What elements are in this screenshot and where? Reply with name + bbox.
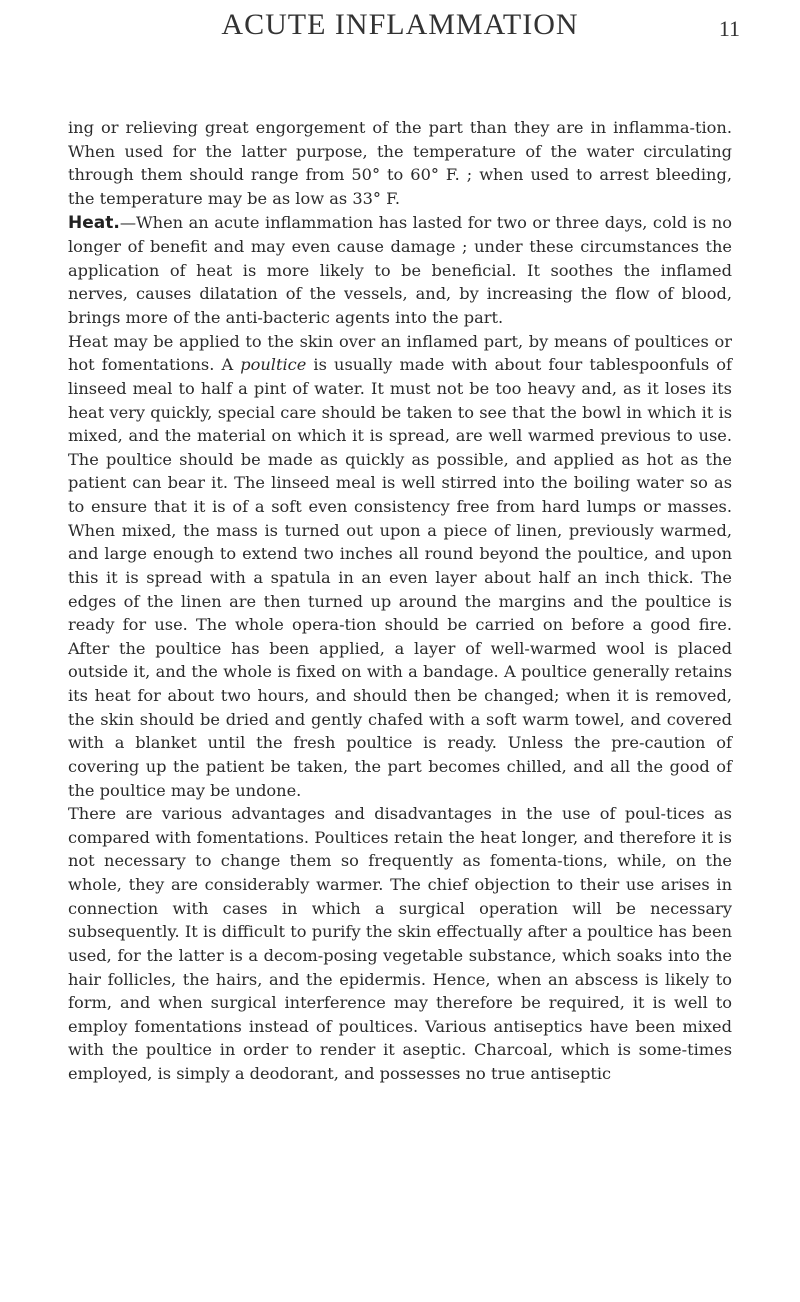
running-head: [0, 0, 800, 60]
paragraph-poultice: [68, 330, 732, 803]
running-title: ACUTE INFLAMMATION: [221, 8, 579, 41]
section-heading-heat: Heat.: [68, 212, 120, 233]
paragraph-heat-text: —When an acute inflammation has lasted for two or three days, cold is no longer of benefit and may even cause damage ; under these circumstances the application of heat is more likely to be beneficial. It soothes the inflamed nerves, causes dilatation of the vessels, and, by increasing the flow of blood, brings more of the anti-bacteric agents into the part.: [68, 212, 732, 327]
body-text: [68, 116, 732, 1086]
paragraph-poultice-text: is usually made with about four tablespoonfuls of linseed meal to half a pint of water. It must not be too heavy and, as it loses its heat very quickly, special care should be taken to see that the bowl in which it is mixed, and the material on which it is spread, are well warmed previous to use. The poultice should be made as quickly as possible, and applied as hot as the patient can bear it. The linseed meal is well stirred into the boiling water so as to ensure that it is of a soft even consistency free from hard lumps or masses. When mixed, the mass is turned out upon a piece of linen, previously warmed, and large enough to extend two inches all round beyond the poultice, and upon this it is spread with a spatula in an even layer about half an inch thick. The edges of the linen are then turned up around the margins and the poultice is ready for use. The whole opera-tion should be carried on before a good fire. After the poultice has been applied, a layer of well-warmed wool is placed outside it, and the whole is fixed on with a bandage. A poultice generally retains its heat for about two hours, and should then be changed; when it is removed, the skin should be dried and gently chafed with a soft warm towel, and covered with a blanket until the fresh poultice is ready. Unless the pre-caution of covering up the patient be taken, the part becomes chilled, and all the good of the poultice may be undone.: [68, 355, 733, 800]
term-poultice: poultice: [240, 355, 307, 375]
page-number: 11: [718, 16, 740, 41]
paragraph-continuation: ing or relieving great engorgement of the part than they are in inflamma-tion. When used for the latter purpose, the temperature of the water circulating through them should range from 50° to 60° F. ; when used to arrest bleeding, the temperature may be as low as 33° F.: [68, 118, 732, 208]
paragraph-advantages: There are various advantages and disadvantages in the use of poul-tices as compared with fomentations. Poultices retain the heat longer, and therefore it is not necessary to change them so frequently as fomenta-tions, while, on the whole, they are considerably warmer. The chief objection to their use arises in connection with cases in which a surgical operation will be necessary subsequently. It is difficult to purify the skin effectually after a poultice has been used, for the latter is a decom-posing vegetable substance, which soaks into the hair follicles, the hairs, and the epidermis. Hence, when an abscess is likely to form, and when surgical interference may therefore be required, it is well to employ fomentations instead of poultices. Various antiseptics have been mixed with the poultice in order to render it aseptic. Charcoal, which is some-times employed, is simply a deodorant, and possesses no true antiseptic: [68, 804, 732, 1083]
paragraph-heat: [68, 211, 732, 330]
paragraph-poultice-lead: Heat may be applied to the skin over an inflamed part, by means of poultices or hot fomentations. A: [68, 331, 732, 375]
